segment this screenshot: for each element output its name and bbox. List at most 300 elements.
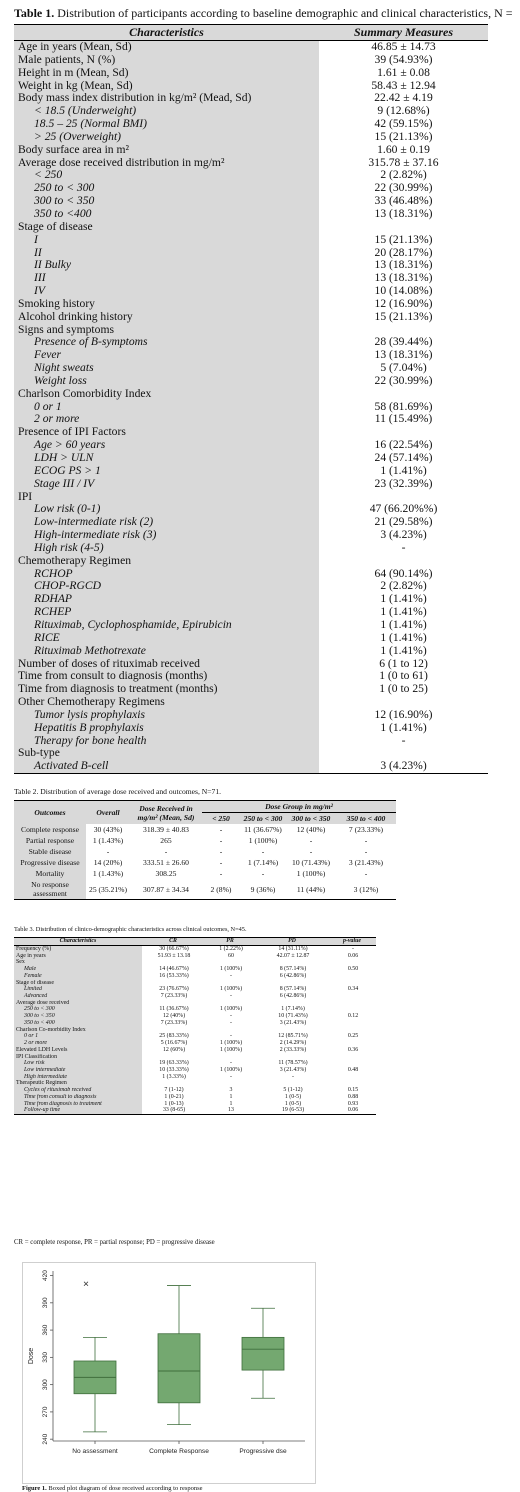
table3-cell: 5 (1-12) — [283, 1087, 303, 1094]
table2-cell: - — [261, 847, 265, 856]
table1-row-value — [319, 696, 488, 709]
table1-row-label: Presence of B-symptoms — [14, 336, 319, 349]
table1-row-value: 16 (22.54%) — [374, 439, 433, 452]
table1-row-value — [319, 221, 488, 234]
table3-cell: 6 (42.86%) — [279, 993, 307, 1000]
table1-row — [14, 92, 488, 105]
table3-cell: 7 (23.33%) — [160, 1019, 188, 1026]
table3-cell: 0.36 — [347, 1046, 359, 1053]
table2-cell: 14 (20%) — [93, 858, 123, 867]
table1-row-label: LDH > ULN — [14, 452, 319, 465]
table3-cell: 33 (8-65) — [142, 1107, 204, 1114]
table2-cell: - — [219, 869, 223, 878]
table1-row-value: 1.61 ± 0.08 — [377, 66, 430, 79]
table1-row-label: Presence of IPI Factors — [14, 426, 319, 439]
table3-row — [14, 959, 376, 966]
table3-cell: - — [292, 1073, 294, 1080]
y-axis-label: Dose — [28, 1347, 35, 1365]
table3-cell: 1 (100%) — [219, 966, 243, 973]
table3-cell: 0.50 — [347, 966, 359, 973]
table3-header-pr: PR — [204, 938, 256, 946]
box-2 — [158, 1334, 200, 1403]
table3-cell: 0.48 — [347, 1066, 359, 1073]
table3-cell: 19 (6-53) — [256, 1107, 328, 1114]
table1-row — [14, 311, 488, 324]
table1-row-value: 15 (21.13%) — [374, 130, 433, 143]
table3-cell: 60 — [228, 952, 234, 959]
table3-row-label: 250 to < 300 — [14, 1006, 142, 1013]
table1-row — [14, 362, 488, 375]
table1-row-value: 315.78 ± 37.16 — [368, 156, 439, 169]
table2-header-g1: < 250 — [202, 813, 240, 825]
table3-row — [14, 1040, 376, 1047]
table2-cell: 2 (8%) — [202, 879, 240, 900]
table2-header-group: Dose Group in mg/m² — [202, 801, 396, 813]
table1-row-value: 12 (16.90%) — [374, 297, 433, 310]
table3-row — [14, 946, 376, 953]
table1-row — [14, 388, 488, 401]
table1-row-value: 42 (59.15%) — [374, 118, 433, 131]
table3-cell — [328, 1006, 376, 1013]
table1-row-value: 58.43 ± 12.94 — [371, 79, 436, 92]
table1-row-label: < 250 — [14, 169, 319, 182]
table3-row-label: IPI Classification — [14, 1054, 142, 1061]
table1-row-value: 1 (1.41%) — [380, 593, 427, 606]
table2-outcome-cell: Mortality — [14, 868, 86, 879]
table1-row-label: Sub-type — [14, 747, 319, 760]
boxplot-chart — [23, 1263, 315, 1483]
table3-row-label: Advanced — [14, 993, 142, 1000]
table3-cell: 1 (7.14%) — [281, 1006, 305, 1013]
table2 — [14, 800, 396, 900]
table1-row-value: 13 (18.31%) — [374, 272, 433, 285]
table3-cell — [256, 1027, 328, 1034]
table1-row — [14, 182, 488, 195]
table3-cell: 0.06 — [347, 952, 359, 959]
table1-caption-text: Distribution of participants according to baseline demographic and clinical characteristics, N = — [57, 6, 513, 20]
table2-row — [14, 835, 396, 846]
table1-row — [14, 157, 488, 170]
table1-row-value: 22.42 ± 4.19 — [374, 92, 433, 105]
table1-row — [14, 516, 488, 529]
table1-row-label: Low risk (0-1) — [14, 503, 319, 516]
table3-cell — [328, 993, 376, 1000]
table1-row-value: 58 (81.69%) — [374, 400, 433, 413]
table1-row — [14, 747, 488, 760]
table2-caption: Table 2. Distribution of average dose received and outcomes, N=71. — [14, 787, 222, 796]
table2-header-g4: 350 to < 400 — [336, 813, 396, 825]
table2-row — [14, 846, 396, 857]
figure1-caption-text: Boxed plot diagram of dose received according to response — [46, 1485, 203, 1492]
table1-row-label: Rituximab, Cyclophosphamide, Epirubicin — [14, 619, 319, 632]
table3-row-label: Therapeutic Regimen — [14, 1080, 142, 1087]
table1-row — [14, 272, 488, 285]
table1-row-value — [319, 491, 488, 504]
table1-row-value: 1 (0 to 25) — [379, 683, 428, 696]
table1-row-value: - — [401, 541, 406, 554]
table1-row-value: 39 (54.93%) — [374, 53, 433, 66]
table1-row — [14, 413, 488, 426]
table3-header-row — [14, 938, 376, 946]
table3-cell: 1 (100%) — [219, 986, 243, 993]
table3-cell: 0.93 — [347, 1100, 359, 1107]
box-3 — [242, 1337, 284, 1370]
table3-row — [14, 966, 376, 973]
table1-row-value: 1 (1.41%) — [380, 644, 427, 657]
table3-row-label: Limited — [14, 986, 142, 993]
table3-row-label: Low risk — [14, 1060, 142, 1067]
table1-row-label: 0 or 1 — [14, 401, 319, 414]
table3-cell: 7 (1-12) — [164, 1087, 184, 1094]
table3-cell: 19 (63.33%) — [159, 1060, 189, 1067]
table3-cell: 12 (85.71%) — [278, 1033, 308, 1040]
table1-row-value: 21 (29.58%) — [374, 516, 433, 529]
table1-row-value: 24 (57.14%) — [374, 452, 433, 464]
table2-cell: - — [364, 836, 368, 845]
table1-row-label: Male patients, N (%) — [14, 54, 319, 67]
table1-row-value: 2 (2.82%) — [380, 580, 427, 593]
table3-cell: 12 (60%) — [162, 1046, 186, 1053]
table3-cell: 11 (78.57%) — [278, 1060, 308, 1067]
table3-cell — [142, 1027, 204, 1034]
table3-abbreviations: CR = complete response, PR = partial response; PD = progressive disease — [14, 1239, 215, 1246]
table3-cell — [204, 1000, 256, 1007]
table3-row-label: Follow-up time — [14, 1107, 142, 1114]
table3-cell — [256, 980, 328, 987]
table1-row-label: Time from diagnosis to treatment (months) — [14, 683, 319, 696]
table1-row — [14, 529, 488, 542]
table1-row-value — [319, 555, 488, 568]
table3-row-label: Average dose received — [14, 1000, 142, 1007]
x-tick-label: Progressive dse — [239, 1448, 287, 1455]
table1 — [14, 24, 488, 774]
table3-cell: 0.15 — [347, 1087, 359, 1094]
table1-row-label: Average dose received distribution in mg/m² — [14, 157, 319, 170]
table3-cell: 1 (0-5) — [284, 1093, 302, 1100]
table3-cell: 11 (36.67%) — [159, 1006, 189, 1013]
table1-row — [14, 632, 488, 645]
table3-row — [14, 993, 376, 1000]
table2-cell: 1 (100%) — [296, 869, 326, 878]
table1-row-label: I — [14, 234, 319, 247]
table3-cell — [328, 1000, 376, 1007]
table2-cell: 1 (1.43%) — [92, 836, 124, 845]
table1-row-label: Night sweats — [14, 362, 319, 375]
table3-cell: - — [352, 946, 354, 952]
table3-cell — [142, 1054, 204, 1061]
table1-row-label: Body mass index distribution in kg/m² (Mead, Sd) — [14, 92, 319, 105]
table3-row — [14, 1020, 376, 1027]
table1-row — [14, 349, 488, 362]
table3-row-label: Frequency (%) — [14, 946, 142, 953]
table1-row — [14, 105, 488, 118]
table1-row-value: 3 (4.23%) — [319, 760, 488, 773]
table2-row — [14, 824, 396, 835]
table3-row-label: Charlson Co-morbidity Index — [14, 1027, 142, 1034]
table3-cell: - — [230, 1013, 232, 1020]
table1-row-value: 1 (1.41%) — [380, 631, 427, 644]
table3-cell: 0.88 — [347, 1093, 359, 1100]
table1-row — [14, 324, 488, 337]
table1-row — [14, 195, 488, 208]
table3-row — [14, 953, 376, 960]
table3-cell — [204, 1080, 256, 1087]
table1-body — [14, 41, 488, 774]
table1-row — [14, 285, 488, 298]
table2-cell: 7 (23.33%) — [348, 825, 384, 834]
table1-row-value: 28 (39.44%) — [374, 336, 433, 349]
table1-row — [14, 41, 488, 54]
table1-row-label: ECOG PS > 1 — [14, 465, 319, 478]
table3-cell — [328, 1020, 376, 1027]
table1-row-label: Height in m (Mean, Sd) — [14, 67, 319, 80]
table3-cell — [204, 980, 256, 987]
table3-cell: 51.93 ± 13.18 — [157, 952, 191, 959]
table3-cell: 42.07 ± 12.87 — [276, 952, 310, 959]
table1-row-label: Age > 60 years — [14, 439, 319, 452]
table3-row — [14, 986, 376, 993]
table3-cell: 1 (2.22%) — [219, 946, 243, 952]
table3-cell — [204, 1027, 256, 1034]
table3-cell: 3 (21.43%) — [279, 1019, 307, 1026]
table3-row — [14, 1047, 376, 1054]
table1-row-value: - — [401, 734, 406, 747]
table1-row — [14, 221, 488, 234]
table2-cell: 3 (12%) — [336, 879, 396, 900]
table1-row — [14, 426, 488, 439]
table1-row-label: Signs and symptoms — [14, 324, 319, 337]
table1-row-label: Smoking history — [14, 298, 319, 311]
table3-row — [14, 1054, 376, 1061]
table2-header-outcomes: Outcomes — [14, 801, 86, 825]
table2-cell: 307.87 ± 34.34 — [130, 879, 202, 900]
table3-row — [14, 1033, 376, 1040]
table3-row-label: Stage of disease — [14, 980, 142, 987]
table1-row-value: 1 (1.41%) — [380, 618, 427, 631]
table1-row-value: 20 (28.17%) — [374, 246, 433, 259]
table3-row-label: Sex — [14, 959, 142, 966]
table3-row-label: 2 or more — [14, 1040, 142, 1047]
table1-row-label: Low-intermediate risk (2) — [14, 516, 319, 529]
table1-row — [14, 298, 488, 311]
table1-row-label: Activated B-cell — [14, 760, 319, 773]
table3-body — [14, 946, 376, 1115]
table1-row-label: Time from consult to diagnosis (months) — [14, 670, 319, 683]
table3-cell: 1 (0-21) — [164, 1093, 184, 1100]
table2-cell: 1 (1.43%) — [92, 869, 124, 878]
table3-cell — [256, 1000, 328, 1007]
table2-cell: 333.51 ± 26.60 — [143, 858, 189, 867]
table3-cell: 3 (21.43%) — [279, 1066, 307, 1073]
table1-row-label: II — [14, 247, 319, 260]
table1-row — [14, 439, 488, 452]
table3-cell: - — [230, 1033, 232, 1040]
table1-row-value: 10 (14.08%) — [374, 285, 433, 298]
table2-cell: 1 (100%) — [248, 836, 278, 845]
table1-row-value: 1 (1.41%) — [380, 606, 427, 619]
table2-cell: 318.39 ± 40.83 — [143, 825, 189, 834]
outlier-marker — [84, 1282, 88, 1286]
table1-row — [14, 401, 488, 414]
table1-row-label: Stage III / IV — [14, 478, 319, 491]
table1-row-label: High risk (4-5) — [14, 542, 319, 555]
table3-cell: 5 (16.67%) — [160, 1040, 188, 1047]
x-tick-label: Complete Response — [149, 1448, 209, 1455]
table1-row-label: 350 to <400 — [14, 208, 319, 221]
table1-row-label: Rituximab Methotrexate — [14, 645, 319, 658]
table1-row-label: Number of doses of rituximab received — [14, 658, 319, 671]
table2-cell: - — [219, 836, 223, 845]
table1-row — [14, 696, 488, 709]
table1-row — [14, 452, 488, 465]
table3-row-label: Time from consult to diagnosis — [14, 1094, 142, 1101]
table1-row-value: 15 (21.13%) — [374, 233, 433, 246]
table1-header-summary: Summary Measures — [319, 25, 488, 41]
table3-cell: - — [230, 993, 232, 1000]
table3-cell — [204, 959, 256, 966]
table1-row — [14, 606, 488, 619]
table1-row-label: III — [14, 272, 319, 285]
table3-row — [14, 1067, 376, 1074]
table1-row — [14, 658, 488, 671]
table1-row-value: 12 (16.90%) — [374, 708, 433, 721]
table1-row-value: 1 (1.41%) — [380, 464, 427, 477]
table1-row — [14, 336, 488, 349]
table1-row — [14, 208, 488, 221]
table2-outcome-cell: Progressive disease — [14, 857, 86, 868]
table1-row — [14, 555, 488, 568]
y-tick-label: 390 — [42, 1297, 49, 1309]
table2-cell: - — [261, 869, 265, 878]
table2-header-row — [14, 801, 396, 813]
table3-row — [14, 973, 376, 980]
table1-row-value: 22 (30.99%) — [374, 374, 433, 387]
table3-cell: 23 (76.67%) — [159, 986, 189, 993]
table1-row-value: 13 (18.31%) — [374, 259, 433, 272]
table2-row — [14, 879, 396, 900]
table3-cell: 1 (100%) — [219, 1046, 243, 1053]
table2-cell: - — [364, 869, 368, 878]
table1-row — [14, 619, 488, 632]
table1-row-value: 22 (30.99%) — [374, 182, 433, 195]
table1-row-value: 13 (18.31%) — [374, 207, 433, 220]
table3-cell: - — [230, 1060, 232, 1067]
table3-cell: 25 (83.33%) — [159, 1033, 189, 1040]
table3-cell — [328, 1080, 376, 1087]
table3-cell: - — [230, 1073, 232, 1080]
table1-row — [14, 144, 488, 157]
table1-row-label: High-intermediate risk (3) — [14, 529, 319, 542]
table1-row-label: Body surface area in m² — [14, 144, 319, 157]
table3-row — [14, 1013, 376, 1020]
table2-outcome-cell: Complete response — [14, 824, 86, 835]
table2-header-g2: 250 to < 300 — [240, 813, 286, 825]
table2-cell: - — [106, 847, 110, 856]
table3 — [14, 937, 376, 1115]
table3-row — [14, 1000, 376, 1007]
table1-row — [14, 478, 488, 491]
table3-cell: 10 (71.43%) — [278, 1013, 308, 1020]
table2-header-g3: 300 to < 350 — [286, 813, 336, 825]
table1-row-label: RCHEP — [14, 606, 319, 619]
table3-row-label: Elevated LDH Levels — [14, 1047, 142, 1054]
table2-body — [14, 824, 396, 900]
table1-row-value: 5 (7.04%) — [380, 362, 427, 375]
table2-cell: 10 (71.43%) — [292, 858, 330, 867]
table1-row-value: 9 (12.68%) — [377, 105, 430, 118]
table3-row — [14, 1087, 376, 1094]
y-tick-label: 360 — [42, 1324, 49, 1336]
table1-row-value: 1 (0 to 61) — [379, 670, 428, 683]
table1-row-label: RICE — [14, 632, 319, 645]
table1-row-value: 1.60 ± 0.19 — [377, 143, 430, 156]
table1-row — [14, 80, 488, 93]
table1-row — [14, 465, 488, 478]
table1-row-label: Fever — [14, 349, 319, 362]
table3-cell — [328, 973, 376, 980]
table1-row-label: Stage of disease — [14, 221, 319, 234]
table3-header-characteristics: Characteristics — [14, 938, 142, 946]
table3-cell — [142, 1080, 204, 1087]
table1-row — [14, 169, 488, 182]
table1-row-value — [319, 324, 488, 337]
table1-row — [14, 593, 488, 606]
table1-header-row — [14, 25, 488, 41]
table3-cell: 0.12 — [347, 1013, 359, 1020]
table3-cell: 1 (0-13) — [164, 1100, 184, 1107]
table2-cell: 11 (44%) — [286, 879, 336, 900]
table3-row-label: High intermediate — [14, 1074, 142, 1081]
table3-header-cr: CR — [142, 938, 204, 946]
table1-row-value: 13 (18.31%) — [374, 349, 433, 362]
table2-cell: - — [309, 836, 313, 845]
table1-row-label: 250 to < 300 — [14, 182, 319, 195]
table3-row — [14, 1094, 376, 1101]
table3-row-label: Male — [14, 966, 142, 973]
table3-cell — [328, 1054, 376, 1061]
table1-row-label: Tumor lysis prophylaxis — [14, 709, 319, 722]
table3-cell: 13 — [204, 1107, 256, 1114]
table3-row-label: Low intermediate — [14, 1067, 142, 1074]
table3-cell — [142, 980, 204, 987]
y-tick-label: 330 — [42, 1351, 49, 1363]
table3-cell: 1 (100%) — [219, 1006, 243, 1013]
table3-cell — [204, 1054, 256, 1061]
table1-row-label: 300 to < 350 — [14, 195, 319, 208]
table1-row-value — [319, 426, 488, 439]
table1-row-label: IPI — [14, 491, 319, 504]
table3-cell — [328, 1060, 376, 1067]
table2-cell: 265 — [160, 836, 172, 845]
table3-row-label: 350 to < 400 — [14, 1020, 142, 1027]
table1-row-label: RCHOP — [14, 568, 319, 581]
table2-cell: 11 (36.67%) — [244, 825, 282, 834]
table1-row — [14, 683, 488, 696]
table3-cell: 6 (42.86%) — [279, 972, 307, 979]
table1-row-label: Alcohol drinking history — [14, 311, 319, 324]
table1-row — [14, 247, 488, 260]
table3-caption: Table 3. Distribution of clinico-demographic characteristics across clinical outcomes, N=45. — [14, 926, 247, 933]
table3-cell: 1 — [229, 1093, 233, 1100]
table1-row — [14, 491, 488, 504]
table1-row-label: CHOP-RGCD — [14, 580, 319, 593]
table2-cell: - — [219, 825, 223, 834]
table3-cell — [328, 1040, 376, 1047]
x-tick-label: No assessment — [72, 1448, 118, 1455]
y-tick-label: 420 — [42, 1270, 49, 1281]
table3-row-label: 0 or 1 — [14, 1033, 142, 1040]
figure1-caption-label: Figure 1. — [22, 1485, 47, 1492]
